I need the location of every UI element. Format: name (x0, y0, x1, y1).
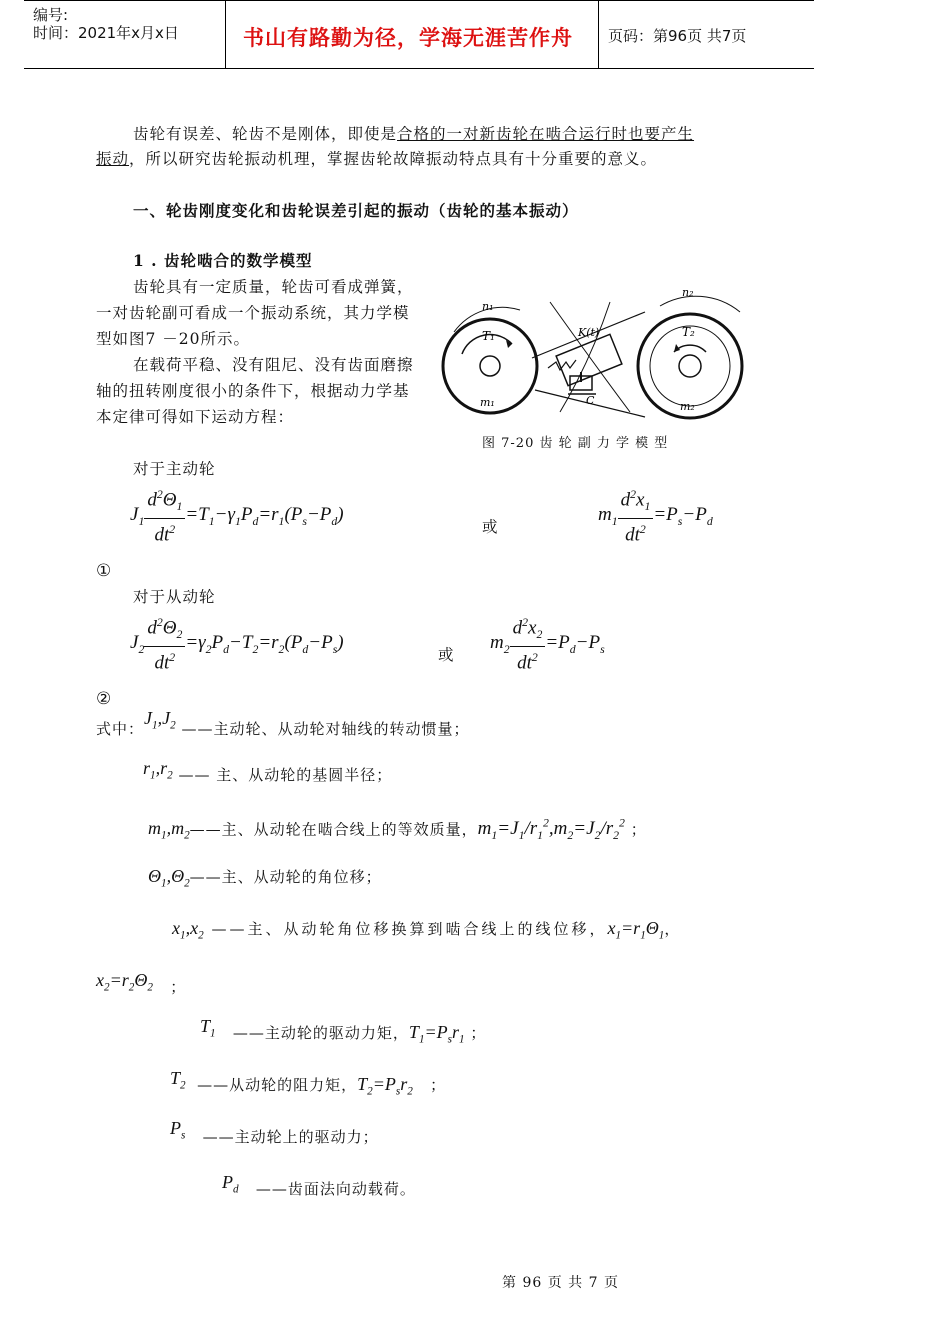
header-bottom-border (24, 68, 814, 69)
label-t2: T₂ (682, 325, 695, 339)
driver-label: 对于主动轮 (133, 460, 216, 478)
body-line-4: 在载荷平稳、没有阻尼、没有齿面磨擦 (133, 356, 414, 374)
label-c: C (586, 394, 595, 407)
driven-label: 对于从动轮 (133, 588, 216, 606)
intro-line-2 (96, 146, 657, 172)
definition-1: 式中：$J_1,J_2$ ——主动轮、从动轮对轴线的转动惯量； (96, 708, 470, 738)
definition-6-end: ； (470, 1024, 487, 1042)
definition-6-text: ——主动轮的驱动力矩， (232, 1024, 409, 1042)
definition-5b-end: ； (170, 978, 187, 996)
equation-driver-rotation: $J_1$ $\frac{d^2\Theta_1}{dt^2}$ $=T_1-\gamma_1P_d=r_1(P_s-P_d)$ (130, 484, 344, 546)
header-number-label: 编号: (33, 6, 69, 24)
definition-5-end: ， (664, 920, 683, 938)
body-line-5: 轴的扭转刚度很小的条件下，根据动力学基 (96, 382, 410, 400)
definition-4: $\Theta_1,\Theta_2——$主、从动轮的角位移； (148, 866, 382, 890)
equation-driver-linear: $m_1$ $\frac{d^2x_1}{dt^2}$ $=P_s-P_d$ (598, 484, 713, 546)
definition-5b: $x_2=r_2\Theta_2$ ； (96, 970, 187, 996)
definition-8-text: ——主动轮上的驱动力； (202, 1128, 379, 1146)
or-2: 或 (438, 646, 455, 664)
definition-3-text: ——主、从动轮在啮合线上的等效质量， (189, 820, 478, 839)
label-k: K(t) (578, 326, 600, 339)
body-line-1: 齿轮具有一定质量，轮齿可看成弹簧， (133, 278, 414, 296)
definition-prefix: 式中： (96, 720, 145, 738)
label-t1: T₁ (482, 329, 495, 343)
header-time-label: 时间：2021年x月x日 (33, 24, 179, 42)
equation-marker-2: ② (96, 689, 113, 709)
page-footer: 第 96 页 共 7 页 (502, 1275, 619, 1291)
label-n1: n₁ (482, 300, 494, 313)
intro-text: 齿轮有误差、轮齿不是刚体，即使是 (133, 125, 398, 143)
intro-line-1 (133, 121, 694, 147)
definition-4-text: ——主、从动轮的角位移； (189, 868, 382, 886)
definition-7-end: ； (430, 1076, 447, 1094)
label-m2: m₂ (680, 400, 695, 413)
definition-6: $T_1$ ——主动轮的驱动力矩，$T_1=P_sr_1$ ； (200, 1016, 487, 1046)
definition-5: $x_1,x_2$ ——主、从动轮角位移换算到啮合线上的线位移，$x_1=r_1\Theta_1$， (172, 918, 683, 942)
definition-1-text: ——主动轮、从动轮对轴线的转动惯量； (181, 720, 470, 738)
definition-2-text: —— 主、从动轮的基圆半径； (178, 766, 393, 784)
header-motto: 书山有路勤为径，学海无涯苦作舟 (243, 26, 573, 50)
subsection-heading: 1 . 齿轮啮合的数学模型 (133, 251, 313, 270)
definition-9-text: ——齿面法向动载荷。 (255, 1180, 416, 1198)
equation-driven-rotation: $J_2$ $\frac{d^2\Theta_2}{dt^2}$ $=\gamma_2P_d-T_2=r_2(P_d-P_s)$ (130, 612, 344, 674)
intro-underlined-2: 振动 (96, 150, 130, 168)
header-page-info: 页码：第96页 共7页 (608, 27, 747, 45)
definition-3: $m_1,m_2——$主、从动轮在啮合线上的等效质量，$m_1=J_1/r_1^2,m_2=J_2/r_2^2$ ； (148, 817, 647, 843)
or-1: 或 (482, 518, 499, 536)
definition-7-text: ——从动轮的阻力矩， (197, 1076, 358, 1094)
figure-caption: 图 7-20 齿 轮 副 力 学 模 型 (482, 436, 669, 451)
definition-8: $P_s$ ——主动轮上的驱动力； (170, 1118, 379, 1146)
body-line-2: 一对齿轮副可看成一个振动系统，其力学模 (96, 304, 410, 322)
label-n2: n₂ (682, 286, 694, 299)
definition-2: $r_1,r_2$ —— 主、从动轮的基圆半径； (143, 758, 393, 784)
header-top-border (24, 0, 814, 1)
equation-marker-1: ① (96, 561, 113, 581)
section-heading: 一、轮齿刚度变化和齿轮误差引起的振动（齿轮的基本振动） (133, 201, 579, 220)
definition-9: $P_d$ ——齿面法向动载荷。 (222, 1172, 416, 1198)
header-divider-1 (225, 0, 226, 69)
equation-driven-linear: $m_2$ $\frac{d^2x_2}{dt^2}$ $=P_d-P_s$ (490, 612, 605, 674)
definition-5-text: ——主、从动轮角位移换算到啮合线上的线位移， (211, 920, 608, 938)
gear-pair-diagram (440, 282, 760, 422)
header-divider-2 (598, 0, 599, 69)
body-line-6: 本定律可得如下运动方程： (96, 408, 295, 426)
definition-7: $T_2$ ——从动轮的阻力矩，$T_2=P_sr_2$ ； (170, 1068, 447, 1098)
intro-text-2: ，所以研究齿轮振动机理，掌握齿轮故障振动特点具有十分重要的意义。 (129, 150, 658, 168)
body-line-3: 型如图7 －20所示。 (96, 330, 251, 348)
definition-3-end: ； (630, 820, 647, 839)
intro-underlined: 合格的一对新齿轮在啮合运行时也要产生 (397, 125, 695, 143)
label-m1: m₁ (480, 396, 495, 409)
